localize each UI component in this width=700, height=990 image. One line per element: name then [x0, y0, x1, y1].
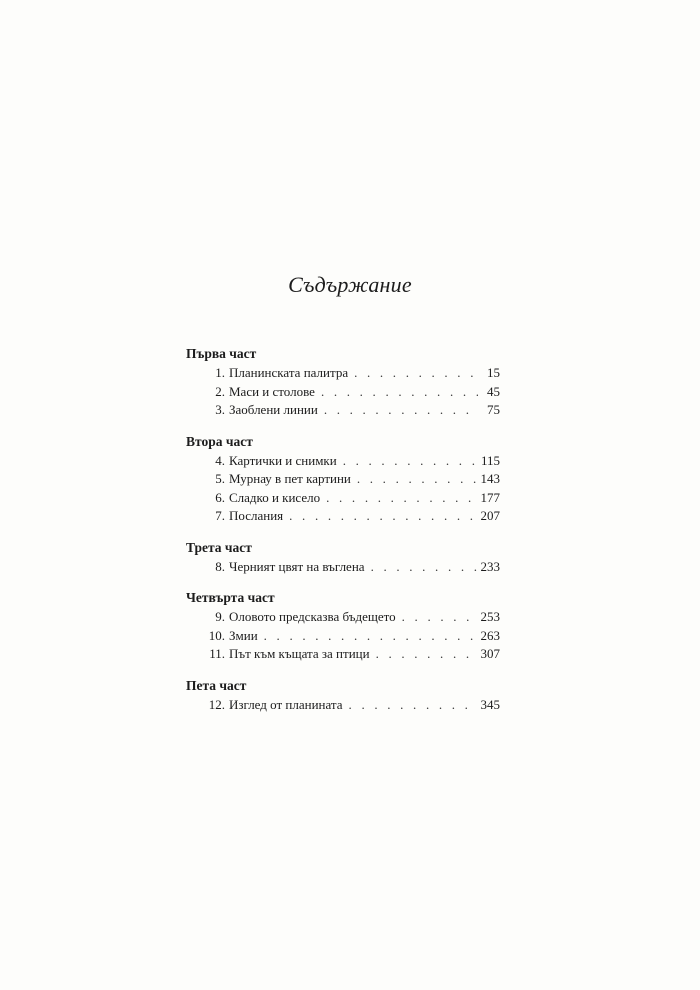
entry-title: Планинската палитра — [229, 365, 349, 380]
entry-number: 1. — [215, 365, 225, 380]
toc-entry[interactable] — [186, 507, 500, 526]
toc-entry[interactable] — [186, 383, 500, 402]
entry-number: 12. — [208, 696, 225, 712]
dot-leader — [376, 645, 477, 664]
entry-title: Заоблени линии — [229, 402, 318, 417]
dot-leader — [357, 470, 477, 489]
entry-number: 5. — [215, 471, 225, 486]
toc-entry[interactable] — [186, 696, 500, 715]
toc-entry[interactable] — [186, 364, 500, 383]
toc-entry[interactable] — [186, 645, 500, 664]
entry-page-number: 207 — [480, 508, 500, 523]
dot-leader — [349, 696, 477, 715]
entry-number: 7. — [215, 508, 225, 523]
toc-entry[interactable] — [186, 558, 500, 577]
dot-leader — [402, 608, 477, 627]
entry-page-number: 115 — [480, 452, 500, 468]
toc-part-2 — [186, 432, 500, 526]
entry-number: 4. — [215, 452, 225, 468]
toc-part-1 — [186, 344, 500, 420]
entry-title: Сладко и кисело — [229, 489, 321, 505]
toc-part-3 — [186, 538, 500, 577]
dot-leader — [264, 627, 477, 646]
entry-page-number: 307 — [480, 646, 500, 661]
entry-title: Картички и снимки — [229, 452, 337, 468]
toc-entry[interactable] — [186, 489, 500, 508]
entry-number: 6. — [215, 489, 225, 505]
entry-title: Път към къщата за птици — [229, 646, 370, 661]
toc-entry[interactable] — [186, 470, 500, 489]
part-heading: Трета част — [186, 539, 252, 555]
entry-page-number: 263 — [480, 627, 500, 643]
page-title: Съдържание — [288, 272, 412, 297]
part-heading: Четвърта част — [186, 590, 275, 605]
entry-page-number: 45 — [487, 383, 500, 399]
entry-number: 10. — [208, 627, 225, 643]
toc-part-5 — [186, 676, 500, 715]
entry-page-number: 143 — [480, 471, 500, 486]
toc-part-4 — [186, 588, 500, 664]
table-of-contents — [186, 344, 500, 726]
part-heading: Втора част — [186, 433, 253, 449]
part-heading: Първа част — [186, 346, 257, 361]
toc-entry[interactable] — [186, 608, 500, 627]
entry-number: 9. — [215, 609, 225, 624]
dot-leader — [324, 401, 478, 420]
entry-page-number: 177 — [480, 489, 500, 505]
entry-title: Изглед от планината — [229, 696, 343, 712]
part-heading: Пета част — [186, 677, 247, 693]
toc-entry[interactable] — [186, 452, 500, 471]
dot-leader — [371, 558, 477, 577]
dot-leader — [343, 452, 477, 471]
entry-page-number: 345 — [480, 696, 500, 712]
entry-title: Змии — [229, 627, 258, 643]
entry-page-number: 233 — [480, 558, 500, 574]
entry-page-number: 75 — [487, 402, 500, 417]
dot-leader — [326, 489, 476, 508]
entry-number: 8. — [215, 558, 225, 574]
toc-entry[interactable] — [186, 627, 500, 646]
dot-leader — [321, 383, 478, 402]
toc-entry[interactable] — [186, 401, 500, 420]
entry-page-number: 253 — [480, 609, 500, 624]
entry-page-number: 15 — [487, 365, 500, 380]
entry-title: Оловото предсказва бъдещето — [229, 609, 396, 624]
entry-number: 3. — [215, 402, 225, 417]
entry-title: Послания — [229, 508, 284, 523]
dot-leader — [289, 507, 476, 526]
entry-title: Маси и столове — [229, 383, 315, 399]
dot-leader — [354, 364, 478, 383]
entry-title: Мурнау в пет картини — [229, 471, 351, 486]
entry-number: 11. — [209, 646, 225, 661]
entry-number: 2. — [215, 383, 225, 399]
entry-title: Черният цвят на въглена — [229, 558, 365, 574]
